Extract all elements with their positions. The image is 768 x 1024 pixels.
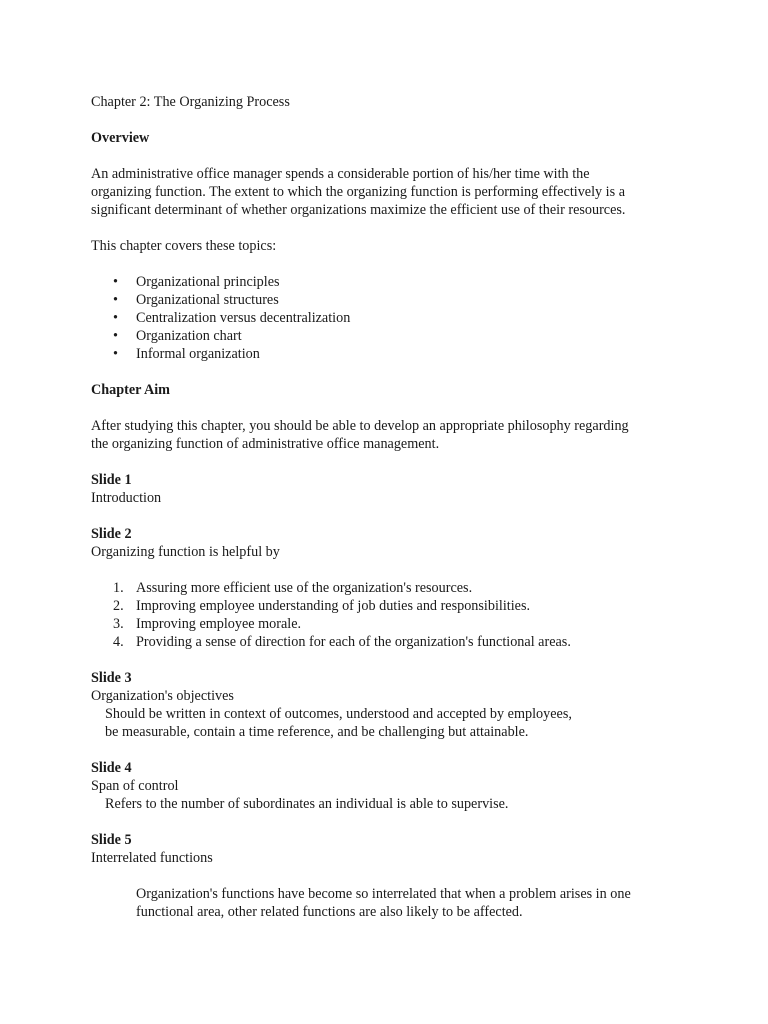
list-item (91, 615, 691, 633)
list-number: 4. (113, 634, 124, 650)
overview-line: An administrative office manager spends a considerable portion of his/her time with the (91, 166, 590, 182)
slide-5-subtitle: Interrelated functions (91, 850, 213, 866)
slide-2-section (91, 525, 691, 651)
slide-3-heading: Slide 3 (91, 670, 132, 686)
slide-1-section (91, 471, 691, 507)
list-text: Improving employee morale. (136, 616, 302, 632)
chapter-aim-line: After studying this chapter, you should be able to develop an appropriate philosophy regarding (91, 418, 629, 434)
slide-2-subtitle: Organizing function is helpful by (91, 544, 280, 560)
slide-2-heading: Slide 2 (91, 526, 132, 542)
list-item (91, 273, 691, 291)
slide-5-line: functional area, other related functions are also likely to be affected. (136, 904, 523, 920)
chapter-aim-paragraph (91, 417, 691, 453)
list-item (91, 309, 691, 327)
topics-list (91, 273, 691, 363)
list-number: 2. (113, 598, 124, 614)
list-text: Improving employee understanding of job duties and responsibilities. (136, 598, 531, 614)
overview-line: significant determinant of whether organizations maximize the efficient use of their resources. (91, 202, 626, 218)
slide-1-subtitle: Introduction (91, 490, 162, 506)
slide-4-subtitle: Span of control (91, 778, 179, 794)
slide-1-heading: Slide 1 (91, 472, 132, 488)
slide-4-section (91, 759, 691, 813)
overview-line: organizing function. The extent to which the organizing function is performing effectively is a (91, 184, 625, 200)
overview-paragraph (91, 165, 691, 219)
list-item (91, 597, 691, 615)
slide-3-line: be measurable, contain a time reference, and be challenging but attainable. (105, 724, 529, 740)
topic-text: Organization chart (136, 328, 242, 344)
slide-3-subtitle: Organization's objectives (91, 688, 234, 704)
list-item (91, 327, 691, 345)
slide-5-section (91, 831, 691, 921)
list-number: 3. (113, 616, 124, 632)
list-item (91, 291, 691, 309)
list-item (91, 345, 691, 363)
slide-4-heading: Slide 4 (91, 760, 132, 776)
list-number: 1. (113, 580, 124, 596)
bullet-icon: • (113, 346, 118, 362)
slide-3-line: Should be written in context of outcomes, understood and accepted by employees, (105, 706, 572, 722)
bullet-icon: • (113, 310, 118, 326)
topic-text: Organizational principles (136, 274, 280, 290)
topics-intro: This chapter covers these topics: (91, 238, 277, 254)
benefits-list (91, 579, 691, 651)
overview-heading: Overview (91, 130, 150, 146)
topic-text: Informal organization (136, 346, 260, 362)
topic-text: Organizational structures (136, 292, 279, 308)
bullet-icon: • (113, 328, 118, 344)
slide-3-section (91, 669, 691, 741)
bullet-icon: • (113, 274, 118, 290)
list-item (91, 633, 691, 651)
bullet-icon: • (113, 292, 118, 308)
chapter-aim-heading: Chapter Aim (91, 382, 170, 398)
document-page (91, 93, 691, 921)
slide-5-heading: Slide 5 (91, 832, 132, 848)
slide-5-line: Organization's functions have become so interrelated that when a problem arises in one (136, 886, 631, 902)
list-item (91, 579, 691, 597)
list-text: Assuring more efficient use of the organization's resources. (136, 580, 473, 596)
slide-4-line: Refers to the number of subordinates an individual is able to supervise. (105, 796, 509, 812)
list-text: Providing a sense of direction for each of the organization's functional areas. (136, 634, 571, 650)
document-title: Chapter 2: The Organizing Process (91, 94, 290, 110)
chapter-aim-line: the organizing function of administrative office management. (91, 436, 440, 452)
topic-text: Centralization versus decentralization (136, 310, 351, 326)
